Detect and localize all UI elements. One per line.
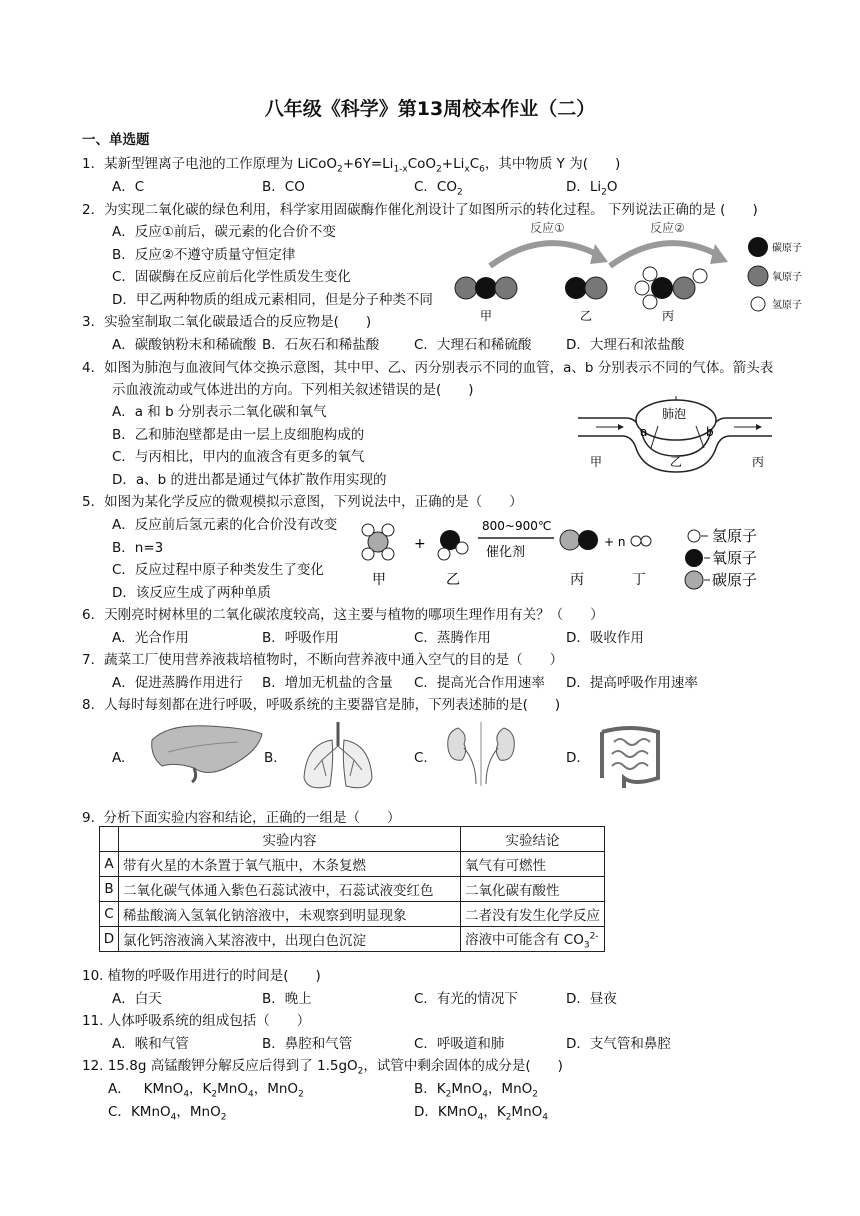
- q10-option-d[interactable]: D．昼夜: [566, 991, 617, 1007]
- label-yi: 乙: [446, 572, 460, 588]
- vessel-bing: 丙: [752, 455, 765, 469]
- reaction-condition: 800~900℃: [482, 519, 552, 533]
- table-header-empty: [100, 827, 119, 852]
- section-heading: 一、单选题: [82, 132, 150, 148]
- lungs-icon: [300, 720, 376, 794]
- q6-option-a[interactable]: A．光合作用: [112, 630, 189, 646]
- q5-option-d[interactable]: D．该反应生成了两种单质: [112, 585, 271, 601]
- q6-option-c[interactable]: C．蒸腾作用: [414, 630, 491, 646]
- liver-icon: [148, 722, 266, 784]
- alveolus-label: 肺泡: [662, 407, 687, 421]
- vessel-jia: 甲: [590, 455, 603, 469]
- q8-option-a[interactable]: A.: [112, 750, 126, 766]
- reaction-1-label: 反应①: [530, 221, 565, 235]
- molecule-jia: [455, 277, 517, 299]
- q7-option-b[interactable]: B．增加无机盐的含量: [262, 675, 393, 691]
- question-2-stem: 2．为实现二氧化碳的绿色利用，科学家用固碳酶作催化剂设计了如图所示的转化过程。 下列说法正确的是 ( ): [82, 202, 758, 218]
- row-key: C: [100, 902, 119, 927]
- q7-option-c[interactable]: C．提高光合作用速率: [414, 675, 545, 691]
- question-4-stem: 4．如图为肺泡与血液间气体交换示意图，其中甲、乙、丙分别表示不同的血管，a、b 分别表示不同的气体。箭头表: [82, 360, 774, 376]
- molecule-bing: [635, 267, 707, 309]
- question-3-stem: 3．实验室制取二氧化碳最适合的反应物是( ): [82, 314, 372, 330]
- q5-option-b[interactable]: B．n=3: [112, 540, 164, 556]
- q2-option-b[interactable]: B．反应②不遵守质量守恒定律: [112, 247, 296, 263]
- label-jia: 甲: [372, 572, 386, 588]
- label-jia: 甲: [480, 309, 493, 323]
- question-7-stem: 7．蔬菜工厂使用营养液栽培植物时，不断向营养液中通入空气的目的是（ ）: [82, 652, 564, 668]
- row-content: 氯化钙溶液滴入某溶液中，出现白色沉淀: [119, 927, 461, 952]
- table-row[interactable]: [100, 877, 605, 902]
- molecule-co: [560, 530, 598, 550]
- q3-option-c[interactable]: C．大理石和稀硫酸: [414, 337, 532, 353]
- table-row[interactable]: [100, 852, 605, 877]
- q1-option-a[interactable]: A．C: [112, 179, 145, 195]
- question-6-stem: 6．天刚亮时树林里的二氧化碳浓度较高，这主要与植物的哪项生理作用有关？（ ）: [82, 607, 604, 623]
- q12-option-d[interactable]: D．KMnO$_4$，$K_2MnO_4$: [414, 1104, 548, 1123]
- row-content: 二氧化碳气体通入紫色石蕊试液中，石蕊试液变红色: [119, 877, 461, 902]
- gas-a-label: a: [640, 425, 648, 439]
- question-11-stem: 11. 人体呼吸系统的组成包括（ ）: [82, 1013, 311, 1029]
- q5-figure: [356, 512, 776, 592]
- question-5-stem: 5．如图为某化学反应的微观模拟示意图，下列说法中，正确的是（ ）: [82, 494, 523, 510]
- vessel-yi: 乙: [670, 455, 683, 469]
- question-1-stem: 1．某新型锂离子电池的工作原理为 $LiCoO_2+6Y=Li_{1-x}CoO_2+Li_xC_6$，其中物质 Y 为( ): [82, 156, 621, 175]
- q4-option-c[interactable]: C．与丙相比，甲内的血液含有更多的氧气: [112, 449, 365, 465]
- label-yi: 乙: [580, 309, 593, 323]
- question-9-stem: 9. 分析下面实验内容和结论，正确的一组是（ ）: [82, 810, 401, 826]
- label-ding: 丁: [632, 572, 646, 588]
- q6-option-b[interactable]: B．呼吸作用: [262, 630, 339, 646]
- q7-option-a[interactable]: A．促进蒸腾作用进行: [112, 675, 243, 691]
- q5-option-a[interactable]: A．反应前后氢元素的化合价没有改变: [112, 517, 338, 533]
- kidneys-icon: [444, 722, 518, 786]
- page-title: 八年级《科学》第13周校本作业（二）: [264, 98, 596, 120]
- row-conclusion: 溶液中可能含有 $CO_3^{2-}$: [461, 927, 605, 952]
- q4-option-a[interactable]: A．a 和 b 分别表示二氧化碳和氧气: [112, 404, 327, 420]
- n-coefficient: + n: [604, 535, 626, 549]
- q3-option-b[interactable]: B．石灰石和稀盐酸: [262, 337, 380, 353]
- q8-option-c[interactable]: C.: [414, 750, 428, 766]
- q7-option-d[interactable]: D．提高呼吸作用速率: [566, 675, 698, 691]
- row-key: B: [100, 877, 119, 902]
- q9-table: [99, 826, 605, 952]
- label-bing: 丙: [662, 309, 675, 323]
- row-content: 稀盐酸滴入氢氧化钠溶液中，未观察到明显现象: [119, 902, 461, 927]
- q3-option-d[interactable]: D．大理石和浓盐酸: [566, 337, 685, 353]
- q10-option-b[interactable]: B．晚上: [262, 991, 312, 1007]
- gas-b-label: b: [706, 425, 714, 439]
- q1-option-b[interactable]: B．CO: [262, 179, 305, 195]
- row-content: 带有火星的木条置于氧气瓶中，木条复燃: [119, 852, 461, 877]
- question-10-stem: 10. 植物的呼吸作用进行的时间是( ): [82, 968, 321, 984]
- molecule-yi: [565, 277, 607, 299]
- q11-option-d[interactable]: D．支气管和鼻腔: [566, 1036, 671, 1052]
- legend-hydrogen: 氢原子: [772, 300, 802, 311]
- row-conclusion: 二氧化碳有酸性: [461, 877, 605, 902]
- row-conclusion: 二者没有发生化学反应: [461, 902, 605, 927]
- legend-oxygen: 氧原子: [772, 272, 802, 283]
- label-bing: 丙: [570, 572, 584, 588]
- q2-option-d[interactable]: D．甲乙两种物质的组成元素相同，但是分子种类不同: [112, 292, 433, 308]
- legend-hydrogen: 氢原子: [712, 527, 758, 545]
- q1-option-c[interactable]: C．$CO_2$: [414, 179, 463, 198]
- q2-option-a[interactable]: A．反应①前后，碳元素的化合价不变: [112, 224, 336, 240]
- row-key: D: [100, 927, 119, 952]
- q11-option-a[interactable]: A．喉和气管: [112, 1036, 189, 1052]
- q1-option-d[interactable]: D．$Li_2O$: [566, 179, 618, 198]
- legend-carbon: 碳原子: [712, 571, 758, 589]
- q8-option-b[interactable]: B.: [264, 750, 278, 766]
- q11-option-c[interactable]: C．呼吸道和肺: [414, 1036, 505, 1052]
- table-header-conclusion: 实验结论: [461, 827, 605, 852]
- molecule-ch4: [362, 524, 394, 560]
- table-header-content: 实验内容: [119, 827, 461, 852]
- q12-option-a[interactable]: A． KMnO$_4$，$K_2MnO_4$，MnO$_2$: [108, 1081, 304, 1100]
- row-key: A: [100, 852, 119, 877]
- catalyst-label: 催化剂: [486, 545, 526, 560]
- plus-sign: +: [414, 536, 426, 552]
- molecule-h2: [631, 536, 651, 546]
- intestine-icon: [594, 722, 666, 790]
- question-8-stem: 8．人每时每刻都在进行呼吸，呼吸系统的主要器官是肺，下列表述肺的是( ): [82, 697, 561, 713]
- question-4-stem-2: 示血液流动或气体进出的方向。下列相关叙述错误的是( ): [112, 382, 474, 398]
- q6-option-d[interactable]: D．吸收作用: [566, 630, 644, 646]
- q4-option-b[interactable]: B．乙和肺泡壁都是由一层上皮细胞构成的: [112, 427, 365, 443]
- q5-option-c[interactable]: C．反应过程中原子种类发生了变化: [112, 562, 324, 578]
- table-header-row: [100, 827, 605, 852]
- q4-figure: [576, 396, 776, 474]
- row-conclusion: 氧气有可燃性: [461, 852, 605, 877]
- q4-option-d[interactable]: D．a、b 的进出都是通过气体扩散作用实现的: [112, 472, 387, 488]
- q2-figure: [450, 216, 802, 324]
- q11-option-b[interactable]: B．鼻腔和气管: [262, 1036, 353, 1052]
- table-row[interactable]: [100, 902, 605, 927]
- q12-option-c[interactable]: C．KMnO$_4$，MnO$_2$: [108, 1104, 227, 1123]
- q8-option-d[interactable]: D.: [566, 750, 581, 766]
- molecule-h2o: [438, 530, 468, 560]
- q2-option-c[interactable]: C．固碳酶在反应前后化学性质发生变化: [112, 269, 351, 285]
- q12-option-b[interactable]: B．$K_2MnO_4$，MnO$_2$: [414, 1081, 539, 1100]
- q10-option-a[interactable]: A．白天: [112, 991, 162, 1007]
- q10-option-c[interactable]: C．有光的情况下: [414, 991, 518, 1007]
- legend-carbon: 碳原子: [772, 243, 802, 254]
- legend-oxygen: 氧原子: [712, 549, 758, 567]
- table-row[interactable]: [100, 927, 605, 952]
- reaction-2-label: 反应②: [650, 221, 685, 235]
- question-12-stem: 12. 15.8g 高锰酸钾分解反应后得到了 $1.5gO_2$，试管中剩余固体的成分是( ): [82, 1058, 563, 1077]
- q3-option-a[interactable]: A．碳酸钠粉末和稀硫酸: [112, 337, 257, 353]
